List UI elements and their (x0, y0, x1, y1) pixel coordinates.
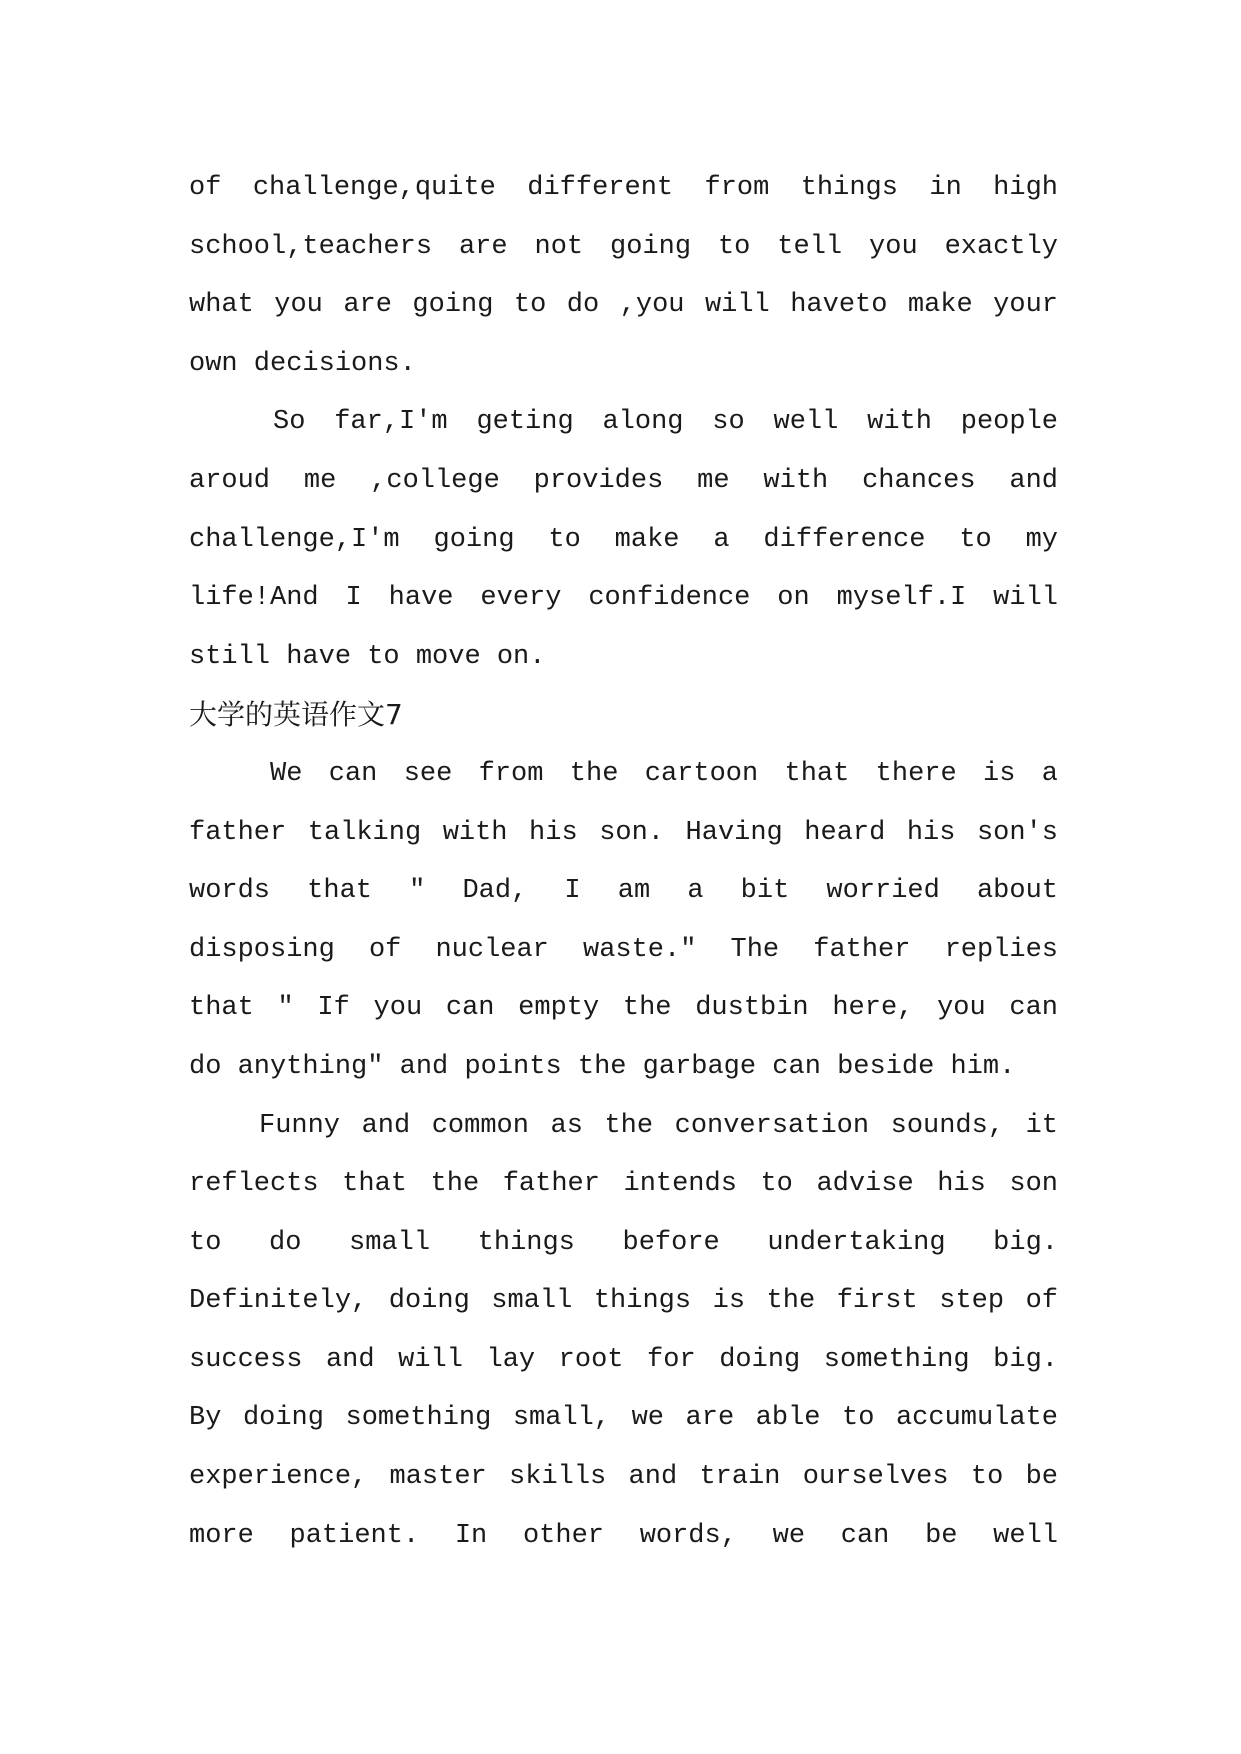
text-line: to do small things before undertaking big. (189, 1227, 1058, 1258)
text-line: father talking with his son. Having heard his son's (189, 817, 1058, 848)
text-line: what you are going to do ,you will haveto make your (189, 290, 1058, 321)
text-line: words that " Dad, I am a bit worried about (189, 876, 1058, 907)
text-line: disposing of nuclear waste." The father replies (189, 934, 1058, 965)
text-line: We can see from the cartoon that there is a (270, 758, 1058, 789)
text-line: Definitely, doing small things is the first step of (189, 1286, 1058, 1317)
text-line: life!And I have every confidence on myself.I will (189, 583, 1058, 614)
paragraph-funny (189, 1097, 1058, 1566)
text-line: success and will lay root for doing something big. (189, 1344, 1058, 1375)
paragraph-continuation (189, 159, 1058, 393)
text-line: own decisions. (189, 348, 416, 379)
text-line: still have to move on. (189, 641, 546, 672)
text-line: experience, master skills and train ourselves to be (189, 1462, 1058, 1493)
text-line: Funny and common as the conversation sounds, it (259, 1110, 1058, 1141)
document-body (189, 159, 1058, 1565)
paragraph-so-far (189, 393, 1058, 686)
section-heading: 大学的英语作文7 (189, 698, 403, 732)
text-line: So far,I'm geting along so well with people (273, 407, 1058, 438)
text-line: of challenge,quite different from things in high (189, 173, 1058, 203)
text-line: aroud me ,college provides me with chances and (189, 465, 1058, 496)
text-line: that " If you can empty the dustbin here, you can (189, 993, 1058, 1024)
paragraph-cartoon (189, 745, 1058, 1097)
text-line: challenge,I'm going to make a difference to my (189, 524, 1058, 555)
text-line: school,teachers are not going to tell you exactly (189, 231, 1058, 262)
text-line: reflects that the father intends to advise his son (189, 1169, 1058, 1200)
text-line: By doing something small, we are able to accumulate (189, 1403, 1058, 1434)
text-line: do anything" and points the garbage can beside him. (189, 1051, 1016, 1082)
text-line: more patient. In other words, we can be well (189, 1520, 1058, 1551)
